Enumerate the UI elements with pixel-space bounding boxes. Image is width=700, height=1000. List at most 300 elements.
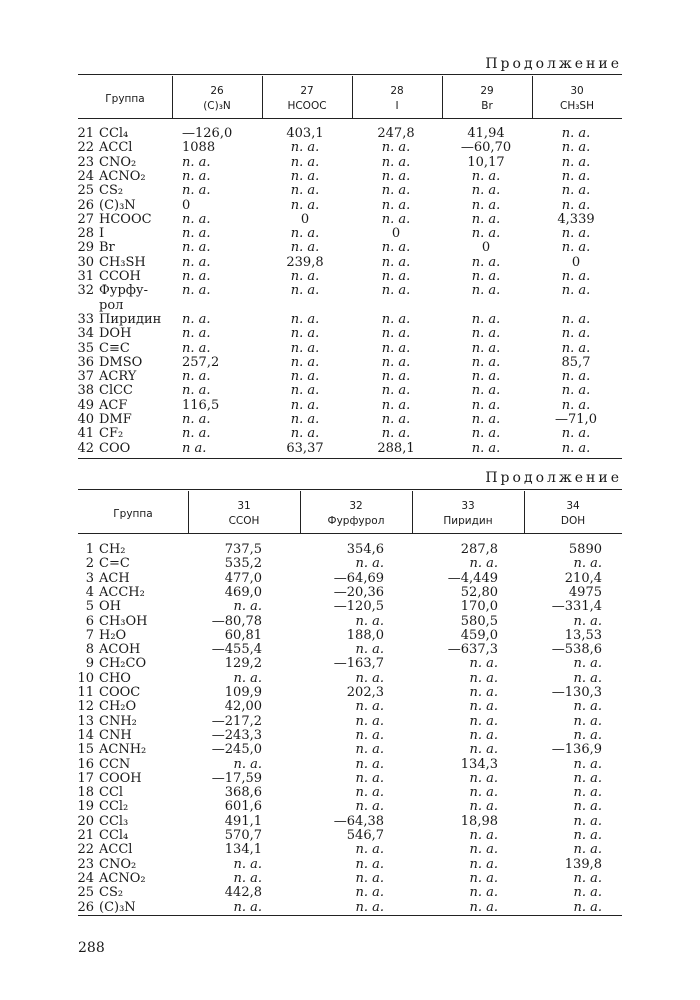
value-cell: n. a. [182,369,211,385]
value-cell: —538,6 [551,642,602,658]
value-cell: n. a. [182,283,211,299]
col-name: Фурфурол [327,515,385,527]
value-cell: n. a. [381,211,411,227]
value-cell: —64,69 [333,570,384,586]
value-cell: 442,8 [224,885,262,901]
group-name: OH [99,599,121,615]
value-cell: 139,8 [564,856,602,872]
group-name: CS₂ [99,885,124,901]
group-name: COO [99,440,131,456]
value-cell: n. a. [381,311,411,327]
col-number: 28 [390,85,404,97]
value-cell: —130,3 [551,685,602,700]
row-number: 38 [77,383,94,399]
value-cell: —331,4 [551,599,602,615]
table-row [0,199,700,213]
value-cell: n. a. [233,870,262,886]
value-cell: n. a. [290,197,320,213]
row-number: 41 [77,426,94,442]
table-row [0,127,700,141]
value-cell: n. a. [381,283,411,299]
row-number: 40 [77,412,94,427]
value-cell: n. a. [561,440,591,456]
value-cell: n. a. [355,556,384,572]
value-cell: n. a. [290,140,320,156]
value-cell: n. a. [182,311,211,327]
row-number: 28 [77,226,94,242]
col-number: 34 [566,500,580,512]
value-cell: 60,81 [224,627,262,643]
group-name: ACCH₂ [99,584,145,600]
value-cell: n. a. [182,426,211,442]
group-name: CNH [99,727,132,743]
group-name: COOC [99,685,141,700]
table-row [0,629,700,643]
value-cell: n. a. [561,397,591,413]
col-name: Br [481,100,493,112]
value-cell: n. a. [355,756,384,772]
value-cell: —17,59 [211,770,262,786]
value-cell: n. a. [182,254,211,270]
table-row [0,543,700,557]
group-name: ACNO₂ [99,168,146,184]
value-cell: n. a. [471,440,501,456]
col-number: 30 [570,85,584,97]
value-cell: 477,0 [224,570,262,586]
value-cell: 10,17 [467,154,505,170]
value-cell: n. a. [290,397,320,413]
value-cell: n. a. [561,326,591,342]
value-cell: n. a. [573,656,602,672]
col-number: 29 [480,85,494,97]
group-name: ACCl [99,140,133,156]
group-name: CCl [99,785,124,801]
table-row [0,686,700,700]
value-cell: n. a. [573,842,602,858]
group-name: COOH [99,770,142,786]
table2-col-31 [188,499,300,529]
value-cell: n. a. [469,713,498,729]
value-cell: n. a. [469,699,498,715]
value-cell: n. a. [290,283,320,299]
row-number: 13 [77,713,94,729]
group-name: DMSO [99,354,143,370]
table-row [0,184,700,198]
table-row [0,586,700,600]
value-cell: n. a. [469,742,498,758]
value-cell: —126,0 [182,126,233,141]
value-cell: n. a. [290,154,320,170]
table-row [0,283,700,313]
value-cell: 0 [391,226,401,242]
table-row [0,829,700,843]
value-cell: n. a. [290,354,320,370]
page-number: 288 [78,940,105,956]
table2-col-34 [524,499,622,529]
table1-col-29 [442,84,532,114]
group-name: CCOH [99,269,141,284]
value-cell: n. a. [290,340,320,356]
table-row [0,413,700,427]
value-cell: n. a. [469,899,498,915]
table-row [0,729,700,743]
value-cell: n. a. [355,899,384,915]
value-cell: 546,7 [346,828,384,843]
table-row [0,327,700,341]
value-cell: n. a. [573,613,602,629]
table1-col-26 [172,84,262,114]
row-number: 8 [85,642,94,658]
group-name: Фурфу- [99,283,148,299]
value-cell: n. a. [290,240,320,256]
table-row [0,672,700,686]
value-cell: n. a. [182,183,211,199]
row-number: 24 [77,870,94,886]
group-name: ACNO₂ [99,870,146,886]
value-cell: n. a. [381,426,411,442]
table-row [0,886,700,900]
value-cell: n. a. [471,326,501,342]
value-cell: n. a. [381,140,411,156]
row-number: 22 [77,140,94,156]
group-name: HCOOC [99,211,152,227]
table-row [0,657,700,671]
value-cell: n. a. [471,269,501,284]
table-row [0,256,700,270]
value-cell: n. a. [561,168,591,184]
value-cell: 13,53 [564,627,602,643]
value-cell: n. a. [471,311,501,327]
value-cell: n. a. [561,240,591,256]
value-cell: —245,0 [211,742,262,758]
value-cell: n. a. [573,799,602,815]
value-cell: n. a. [182,226,211,242]
group-name: Br [99,240,115,256]
table-row [0,815,700,829]
value-cell: 52,80 [460,584,498,600]
col-name: DOH [560,515,586,527]
value-cell: n. a. [290,326,320,342]
table2-group-header: Группа [113,508,153,520]
value-cell: n. a. [573,813,602,829]
value-cell: 403,1 [286,126,324,141]
table-row [0,843,700,857]
col-number: 27 [300,85,314,97]
value-cell: —637,3 [447,642,498,658]
group-name: ACH [99,570,130,586]
group-name: ACCl [99,842,133,858]
value-cell: n. a. [471,369,501,385]
table1-header-rule [78,118,622,119]
value-cell: n. a. [381,326,411,342]
group-name: CHO [99,670,131,686]
value-cell: n. a. [561,197,591,213]
value-cell: n. a. [355,856,384,872]
value-cell: n. a. [469,670,498,686]
row-number: 27 [77,211,94,227]
group-name: CH₂ [99,542,126,557]
value-cell: 202,3 [346,685,384,700]
table2-top-rule [78,489,622,490]
continuation-label-2: Продолжение [485,470,622,486]
value-cell: n. a. [355,785,384,801]
col-number: 26 [210,85,224,97]
row-number: 49 [77,397,94,413]
value-cell: 0 [481,240,491,256]
table-row [0,557,700,571]
value-cell: 129,2 [224,656,262,672]
row-number: 23 [77,856,94,872]
table1-col-27 [262,84,352,114]
value-cell: —217,2 [211,713,262,729]
value-cell: n. a. [573,727,602,743]
value-cell: n. a. [381,254,411,270]
row-number: 10 [77,670,94,686]
value-cell: n. a. [561,283,591,299]
value-cell: n. a. [573,670,602,686]
row-number: 42 [77,440,94,456]
table-row [0,156,700,170]
table-row [0,313,700,327]
value-cell: 0 [300,211,310,227]
value-cell: 288,1 [377,440,415,456]
value-cell: n. a. [561,140,591,156]
value-cell: 570,7 [224,828,262,843]
group-name: CCl₂ [99,799,129,815]
value-cell: 116,5 [182,397,220,413]
value-cell: n. a. [469,885,498,901]
value-cell: n. a. [182,326,211,342]
value-cell: 368,6 [224,785,262,801]
table-row [0,427,700,441]
value-cell: n. a. [561,426,591,442]
col-name: HCOOC [287,100,327,112]
value-cell: n. a. [561,311,591,327]
value-cell: n. a. [469,870,498,886]
value-cell: n. a. [573,770,602,786]
row-number: 21 [77,126,94,141]
table-row [0,342,700,356]
group-name: CNO₂ [99,154,137,170]
col-name: CCOH [228,515,260,527]
value-cell: n. a. [573,556,602,572]
table-row [0,241,700,255]
value-cell: n. a. [573,756,602,772]
value-cell: 354,6 [346,542,384,557]
value-cell: n. a. [469,685,498,700]
row-number: 1 [85,542,94,557]
table-row [0,270,700,284]
value-cell: n. a. [355,870,384,886]
value-cell: 287,8 [460,542,498,557]
value-cell: n. a. [561,226,591,242]
value-cell: n. a. [471,197,501,213]
group-name: C≡C [99,340,130,356]
value-cell: n. a. [233,670,262,686]
table-row [0,442,700,456]
value-cell: n. a. [182,383,211,399]
value-cell: 491,1 [224,813,262,829]
table-row [0,141,700,155]
group-name: DOH [99,326,132,342]
value-cell: n. a. [355,842,384,858]
value-cell: n. a. [573,713,602,729]
value-cell: n. a. [182,340,211,356]
table2-col-33 [412,499,524,529]
value-cell: n. a. [233,899,262,915]
table1-group-header: Группа [105,93,145,105]
group-name: CH₂CO [99,656,147,672]
value-cell: n. a. [381,340,411,356]
group-name: CH₂O [99,699,137,715]
col-name: I [395,100,399,112]
row-number: 24 [77,168,94,184]
group-name: (C)₃N [99,197,136,213]
row-number: 26 [77,197,94,213]
row-number: 7 [85,627,94,643]
table-row [0,227,700,241]
value-cell: n. a. [182,412,211,427]
row-number: 20 [77,813,94,829]
value-cell: n. a. [471,426,501,442]
row-number: 11 [77,685,94,700]
col-number: 33 [461,500,475,512]
value-cell: n. a. [469,842,498,858]
group-name: ACOH [99,642,141,658]
value-cell: n. a. [381,412,411,427]
row-number: 21 [77,828,94,843]
value-cell: 18,98 [460,813,498,829]
value-cell: n. a. [469,770,498,786]
group-name: CNO₂ [99,856,137,872]
table-row [0,356,700,370]
table-row [0,170,700,184]
table-row [0,872,700,886]
group-name: CCl₃ [99,813,129,829]
value-cell: —136,9 [551,742,602,758]
value-cell: n. a. [182,154,211,170]
group-name: CCl₄ [99,126,129,141]
value-cell: n. a. [469,656,498,672]
group-name: CS₂ [99,183,124,199]
value-cell: n. a. [290,226,320,242]
group-name: C=C [99,556,130,572]
table-row [0,758,700,772]
value-cell: n. a. [471,168,501,184]
value-cell: n. a. [471,283,501,299]
value-cell: n. a. [469,799,498,815]
value-cell: —64,38 [333,813,384,829]
row-number: 23 [77,154,94,170]
table-row [0,643,700,657]
value-cell: n. a. [233,756,262,772]
value-cell: n. a. [573,899,602,915]
value-cell: n. a. [290,311,320,327]
group-name: DMF [99,412,132,427]
value-cell: n. a. [471,226,501,242]
row-number: 14 [77,727,94,743]
group-name: CH₃SH [99,254,146,270]
value-cell: 210,4 [564,570,602,586]
value-cell: n. a. [471,354,501,370]
value-cell: n. a. [471,340,501,356]
value-cell: 41,94 [467,126,505,141]
value-cell: n. a. [182,269,211,284]
value-cell: 134,1 [224,842,262,858]
group-name: рол [99,297,124,313]
table2-col-32 [300,499,412,529]
group-name: CNH₂ [99,713,137,729]
row-number: 32 [77,283,94,299]
continuation-label-1: Продолжение [485,56,622,72]
value-cell: 109,9 [224,685,262,700]
value-cell: n. a. [290,183,320,199]
table-row [0,399,700,413]
value-cell: n. a. [355,727,384,743]
value-cell: —455,4 [211,642,262,658]
value-cell: n. a. [471,397,501,413]
value-cell: n. a. [381,369,411,385]
value-cell: n. a. [290,369,320,385]
row-number: 15 [77,742,94,758]
row-number: 18 [77,785,94,801]
row-number: 9 [85,656,94,672]
value-cell: 4975 [568,584,602,600]
value-cell: 247,8 [377,126,415,141]
value-cell: n. a. [182,240,211,256]
value-cell: —71,0 [555,412,597,427]
table-row [0,213,700,227]
value-cell: n. a. [355,642,384,658]
value-cell: n. a. [561,383,591,399]
row-number: 2 [85,556,94,572]
value-cell: —60,70 [460,140,512,156]
value-cell: n. a. [561,369,591,385]
table1-bottom-rule [78,458,622,459]
group-name: CF₂ [99,426,124,442]
value-cell: 459,0 [460,627,498,643]
value-cell: n. a. [471,383,501,399]
col-name: Пиридин [443,515,493,527]
value-cell: 0 [571,254,581,270]
table1-top-rule [78,74,622,75]
value-cell: n. a. [573,785,602,801]
value-cell: n. a. [290,269,320,284]
value-cell: n. a. [381,269,411,284]
value-cell: n. a. [381,197,411,213]
table-row [0,800,700,814]
value-cell: n. a. [233,599,262,615]
row-number: 33 [77,311,94,327]
value-cell: 239,8 [286,254,324,270]
value-cell: n. a. [381,397,411,413]
value-cell: n. a. [355,670,384,686]
value-cell: 257,2 [182,354,220,370]
row-number: 4 [85,584,94,600]
group-name: CCN [99,756,131,772]
value-cell: n. a. [381,168,411,184]
col-number: 31 [237,500,251,512]
value-cell: n. a. [471,412,501,427]
row-number: 30 [77,254,94,270]
row-number: 34 [77,326,94,342]
value-cell: n. a. [573,828,602,843]
value-cell: 85,7 [561,354,591,370]
table-row [0,572,700,586]
group-name: CCl₄ [99,828,129,843]
row-number: 26 [77,899,94,915]
col-name: CH₃SH [560,100,594,112]
